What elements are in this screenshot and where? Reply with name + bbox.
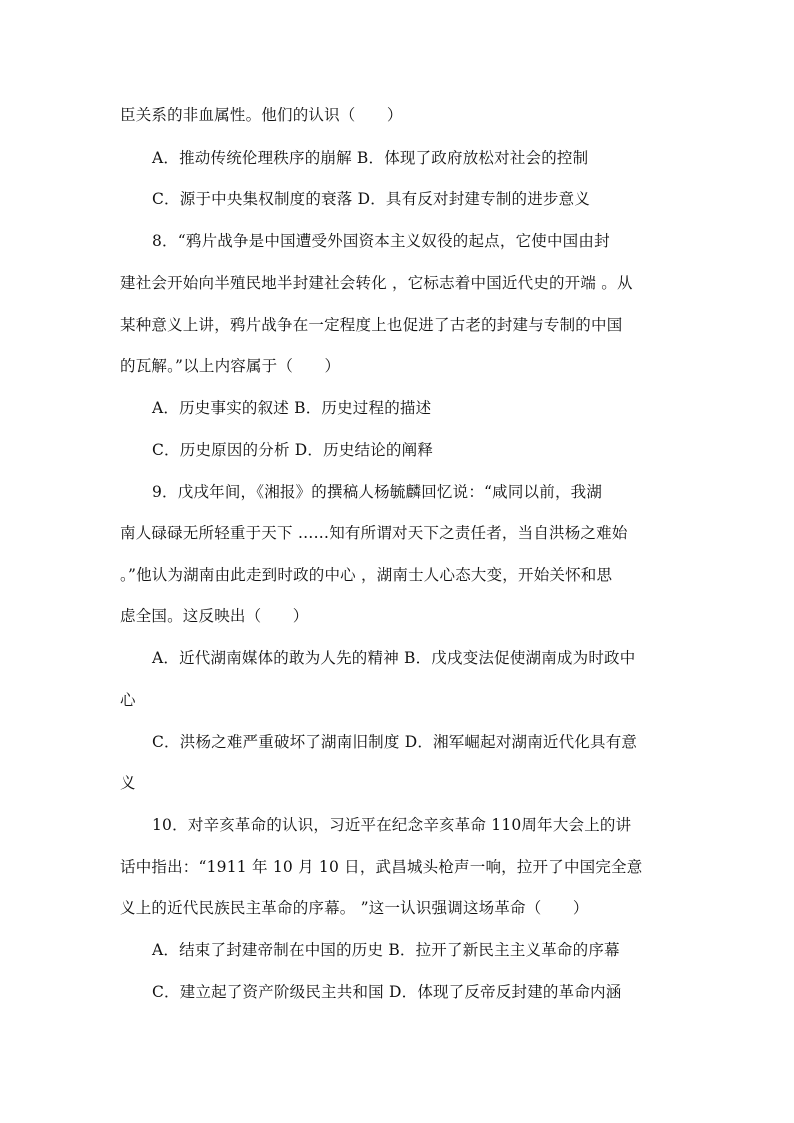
q9-options-ab: A．近代湖南媒体的敢为人先的精神 B．戊戌变法促使湖南成为时政中 <box>152 649 636 667</box>
q9-options-cd-wrap: 义 <box>120 774 136 792</box>
q10-options-ab: A．结束了封建帝制在中国的历史 B．拉开了新民主主义革命的序幕 <box>152 941 620 959</box>
q7-stem-end: 臣关系的非血属性。他们的认识（ ） <box>120 106 403 124</box>
q7-options-ab: A．推动传统伦理秩序的崩解 B．体现了政府放松对社会的控制 <box>152 149 589 167</box>
q8-stem-line-3: 某种意义上讲，鸦片战争在一定程度上也促进了古老的封建与专制的中国 <box>120 316 623 334</box>
q8-stem-line-2: 建社会开始向半殖民地半封建社会转化 ，它标志着中国近代史的开端 。从 <box>120 274 633 292</box>
q8-options-ab: A．历史事实的叙述 B．历史过程的描述 <box>152 399 432 417</box>
q10-stem-line-1: 10．对辛亥革命的认识，习近平在纪念辛亥革命 110周年大会上的讲 <box>152 816 632 834</box>
q10-stem-line-2: 话中指出：“1911 年 10 月 10 日，武昌城头枪声一响，拉开了中国完全意 <box>120 858 643 876</box>
q9-stem-line-4: 虑全国。这反映出（ ） <box>120 607 309 625</box>
q10-options-cd: C．建立起了资产阶级民主共和国 D．体现了反帝反封建的革命内涵 <box>152 983 622 1001</box>
q8-stem-line-4: 的瓦解。”以上内容属于（ ） <box>120 357 341 375</box>
q8-options-cd: C．历史原因的分析 D．历史结论的阐释 <box>152 441 434 459</box>
q10-stem-line-3: 义上的近代民族民主革命的序幕。 ”这一认识强调这场革命（ ） <box>120 899 589 917</box>
q9-stem-line-1: 9．戊戌年间，《湘报》的撰稿人杨毓麟回忆说：“咸同以前，我湖 <box>152 483 603 501</box>
q7-options-cd: C．源于中央集权制度的衰落 D．具有反对封建专制的进步意义 <box>152 190 591 208</box>
q9-options-ab-wrap: 心 <box>120 691 136 709</box>
q9-stem-line-3: 。”他认为湖南由此走到时政的中心 ，湖南士人心态大变，开始关怀和思 <box>120 566 613 584</box>
q8-stem-line-1: 8．“鸦片战争是中国遭受外国资本主义奴役的起点，它使中国由封 <box>152 232 610 250</box>
q9-options-cd: C．洪杨之难严重破坏了湖南旧制度 D．湘军崛起对湖南近代化具有意 <box>152 733 638 751</box>
q9-stem-line-2: 南人碌碌无所轻重于天下 ……知有所谓对天下之责任者，当自洪杨之难始 <box>120 524 628 542</box>
